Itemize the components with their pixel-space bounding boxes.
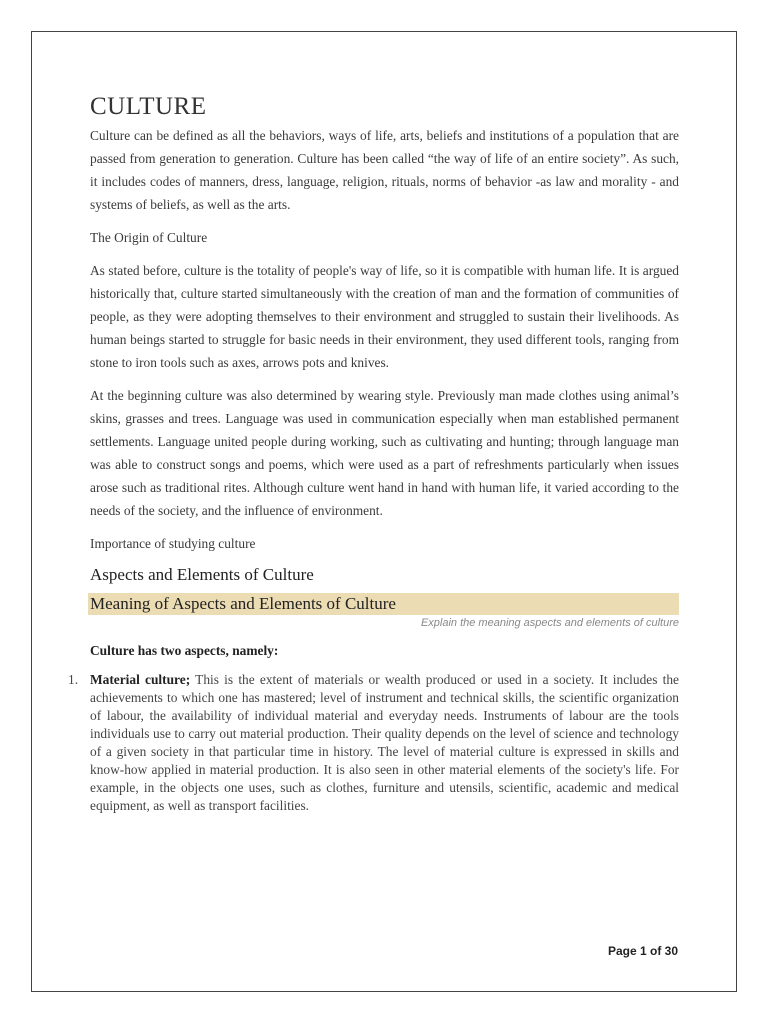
page-number: Page 1 of 30 [607, 944, 678, 958]
list-item-text: This is the extent of materials or wealth produced or used in a society. It includes the achievements to which one has mastered; level of instrument and technical skills, the scientific organization of labour, the availability of individual material and everyday needs. Instruments of labour are the tools individuals use to carry out material production. Their quality depends on the level of science and technology of a given society in that particular time in history. The level of material culture is expressed in skills and know-how applied in material production. It is also seen in other material elements of the society's life. For example, in the objects one uses, such as clothes, furniture and utensils, scientific, academic and medical equipment, as well as transport facilities. [90, 672, 680, 813]
list-item-term: Material culture; [90, 672, 191, 687]
origin-heading: The Origin of Culture [90, 230, 208, 245]
importance-heading: Importance of studying culture [90, 536, 256, 551]
document-title: CULTURE [90, 93, 207, 120]
origin-paragraph-2: At the beginning culture was also determined by wearing style. Previously man made clothes using animal’s skins, grasses and trees. Language was used in communication especially when man established permanent settlements. Language united people during working, such as cultivating and hunting; through language man was able to construct songs and poems, which were used as a part of refreshments particularly when issues arose such as traditional rites. Although culture went hand in hand with human life, it varied according to the needs of the society, and the influence of environment. [90, 388, 679, 518]
aspects-intro: Culture has two aspects, namely: [90, 643, 279, 658]
intro-paragraph: Culture can be defined as all the behaviors, ways of life, arts, beliefs and institutions of a population that are passed from generation to generation. Culture has been called “the way of life of an entire society”. As such, it includes codes of manners, dress, language, religion, rituals, norms of behavior -as law and morality - and systems of beliefs, as well as the arts. [90, 128, 679, 212]
list-item [68, 671, 680, 815]
list-item-number: 1. [68, 672, 79, 687]
meaning-heading: Meaning of Aspects and Elements of Culture [88, 593, 679, 615]
explain-note: Explain the meaning aspects and elements of culture [420, 617, 679, 629]
document-body [68, 92, 680, 815]
origin-paragraph-1: As stated before, culture is the totality of people's way of life, so it is compatible with human life. It is argued historically that, culture started simultaneously with the creation of man and the formation of communities of people, as they were adopting themselves to their environment and struggled to sustain their livelihoods. As human beings started to struggle for basic needs in their environment, they used different tools, ranging from stone to iron tools such as axes, arrows pots and knives. [90, 263, 679, 370]
aspects-heading: Aspects and Elements of Culture [90, 565, 314, 584]
